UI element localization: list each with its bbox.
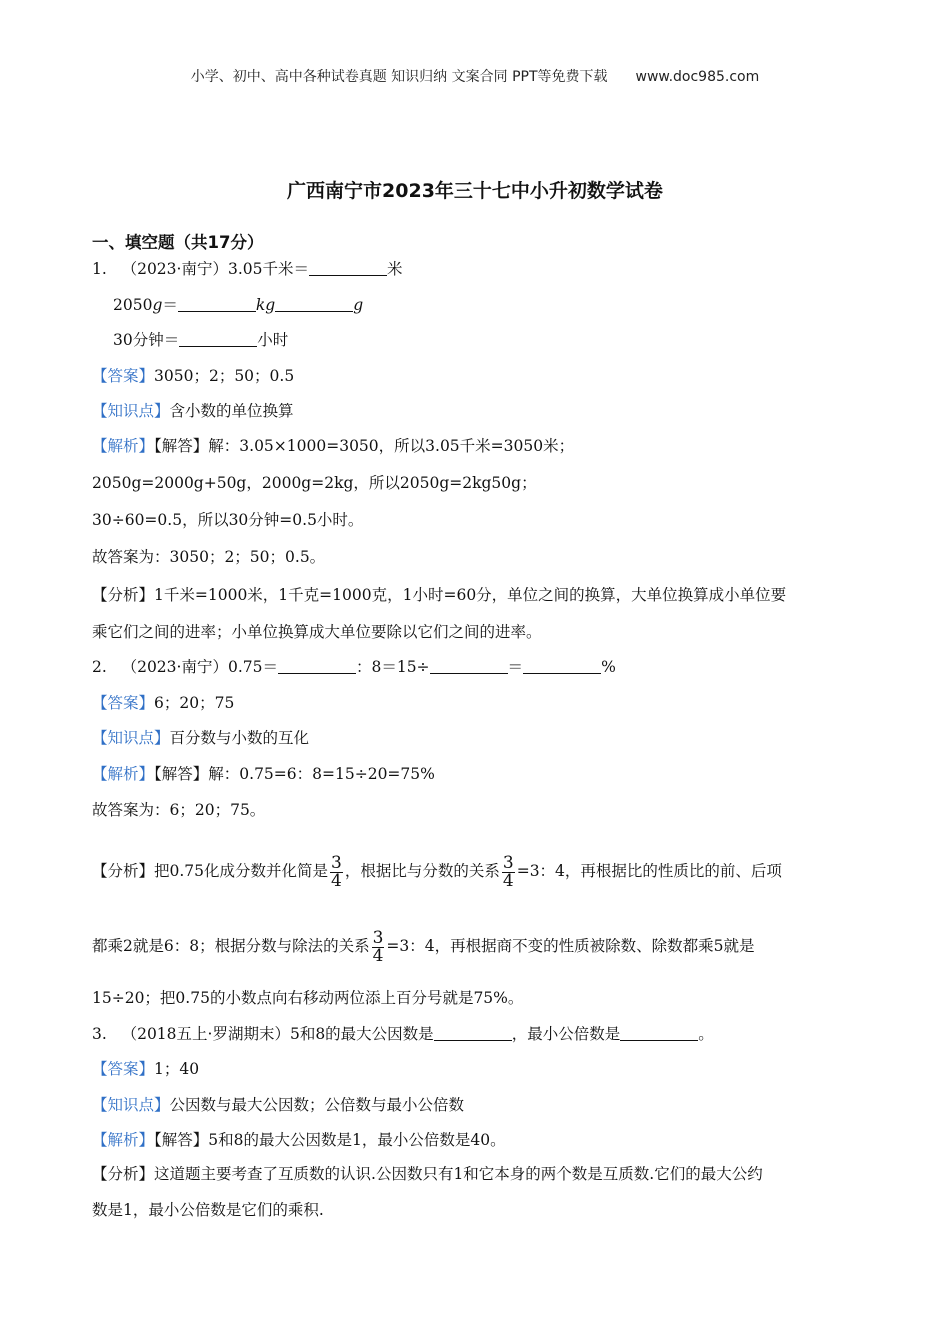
q1-solution-1: 【解析】【解答】解：3.05×1000=3050，所以3.05千米=3050米； (92, 437, 575, 455)
q1-solution-2: 2050g=2000g+50g，2000g=2kg，所以2050g=2kg50g； (92, 474, 537, 492)
q3-fenxi-2: 数是1，最小公倍数是它们的乘积. (92, 1201, 324, 1219)
q2-fenxi-2: 都乘2就是6：8；根据分数与除法的关系 $\frac{3}{4}$ =3：4，再根据商不变的性质被除数、除数都乘5就是 (92, 927, 755, 966)
header-text: 小学、初中、高中各种试卷真题 知识归纳 文案合同 PPT等免费下载 (190, 69, 608, 85)
q1-answer: 【答案】3050；2；50；0.5 (92, 367, 295, 385)
q2-solution-1: 【解析】【解答】解：0.75=6：8=15÷20=75% (92, 765, 435, 783)
q1-line3: 30分钟＝ 小时 (113, 331, 289, 349)
q2-blank-3[interactable] (523, 657, 601, 674)
section-heading: 一、填空题（共17分） (92, 233, 264, 252)
q3-solution: 【解析】【解答】5和8的最大公因数是1，最小公倍数是40。 (92, 1131, 506, 1149)
q1-blank-3[interactable] (275, 295, 353, 312)
q3-line1: 3. （2018五上·罗湖期末）5和8的最大公因数是 ，最小公倍数是 。 (92, 1025, 714, 1043)
q3-blank-2[interactable] (620, 1024, 698, 1041)
q1-fenxi-2: 乘它们之间的进率；小单位换算成大单位要除以它们之间的进率。 (92, 623, 542, 641)
fraction-3-4: $\frac{3}{4}$ (502, 852, 514, 891)
q3-knowledge: 【知识点】公因数与最大公因数；公倍数与最小公倍数 (92, 1096, 465, 1114)
q1-line2: 2050g＝ kg g (113, 296, 364, 314)
q2-solution-2: 故答案为：6；20；75。 (92, 801, 266, 819)
q2-fenxi-1: 【分析】把0.75化成分数并化简是 $\frac{3}{4}$ ，根据比与分数的关系 $\frac{3}{4}$ =3：4，再根据比的性质比的前、后项 (92, 852, 782, 891)
q1-line1: 1. （2023·南宁）3.05千米＝ 米 (92, 260, 403, 278)
q1-blank-2[interactable] (178, 295, 256, 312)
fraction-3-4: $\frac{3}{4}$ (331, 852, 342, 891)
q2-blank-1[interactable] (278, 657, 356, 674)
q1-knowledge: 【知识点】含小数的单位换算 (92, 402, 294, 420)
q2-fenxi-3: 15÷20；把0.75的小数点向右移动两位添上百分号就是75%。 (92, 989, 524, 1007)
q3-answer: 【答案】1；40 (92, 1060, 200, 1078)
header-site[interactable]: www.doc985.com (635, 69, 760, 85)
page-header (0, 66, 950, 86)
q2-answer: 【答案】6；20；75 (92, 694, 235, 712)
q2-knowledge: 【知识点】百分数与小数的互化 (92, 729, 310, 747)
q2-line1: 2. （2023·南宁）0.75＝ ：8＝15÷ ＝ % (92, 658, 616, 676)
q3-fenxi-1: 【分析】这道题主要考查了互质数的认识.公因数只有1和它本身的两个数是互质数.它们的最大公约 (92, 1165, 763, 1183)
q1-solution-3: 30÷60=0.5，所以30分钟=0.5小时。 (92, 511, 364, 529)
q1-fenxi-1: 【分析】1千米=1000米，1千克=1000克，1小时=60分，单位之间的换算，大单位换算成小单位要 (92, 586, 787, 604)
q2-blank-2[interactable] (430, 657, 508, 674)
q1-blank-1[interactable] (309, 259, 387, 276)
q1-solution-4: 故答案为：3050；2；50；0.5。 (92, 548, 326, 566)
page-title: 广西南宁市2023年三十七中小升初数学试卷 (287, 180, 663, 202)
q1-blank-4[interactable] (179, 330, 257, 347)
q3-blank-1[interactable] (434, 1024, 512, 1041)
fraction-3-4: $\frac{3}{4}$ (372, 927, 384, 966)
